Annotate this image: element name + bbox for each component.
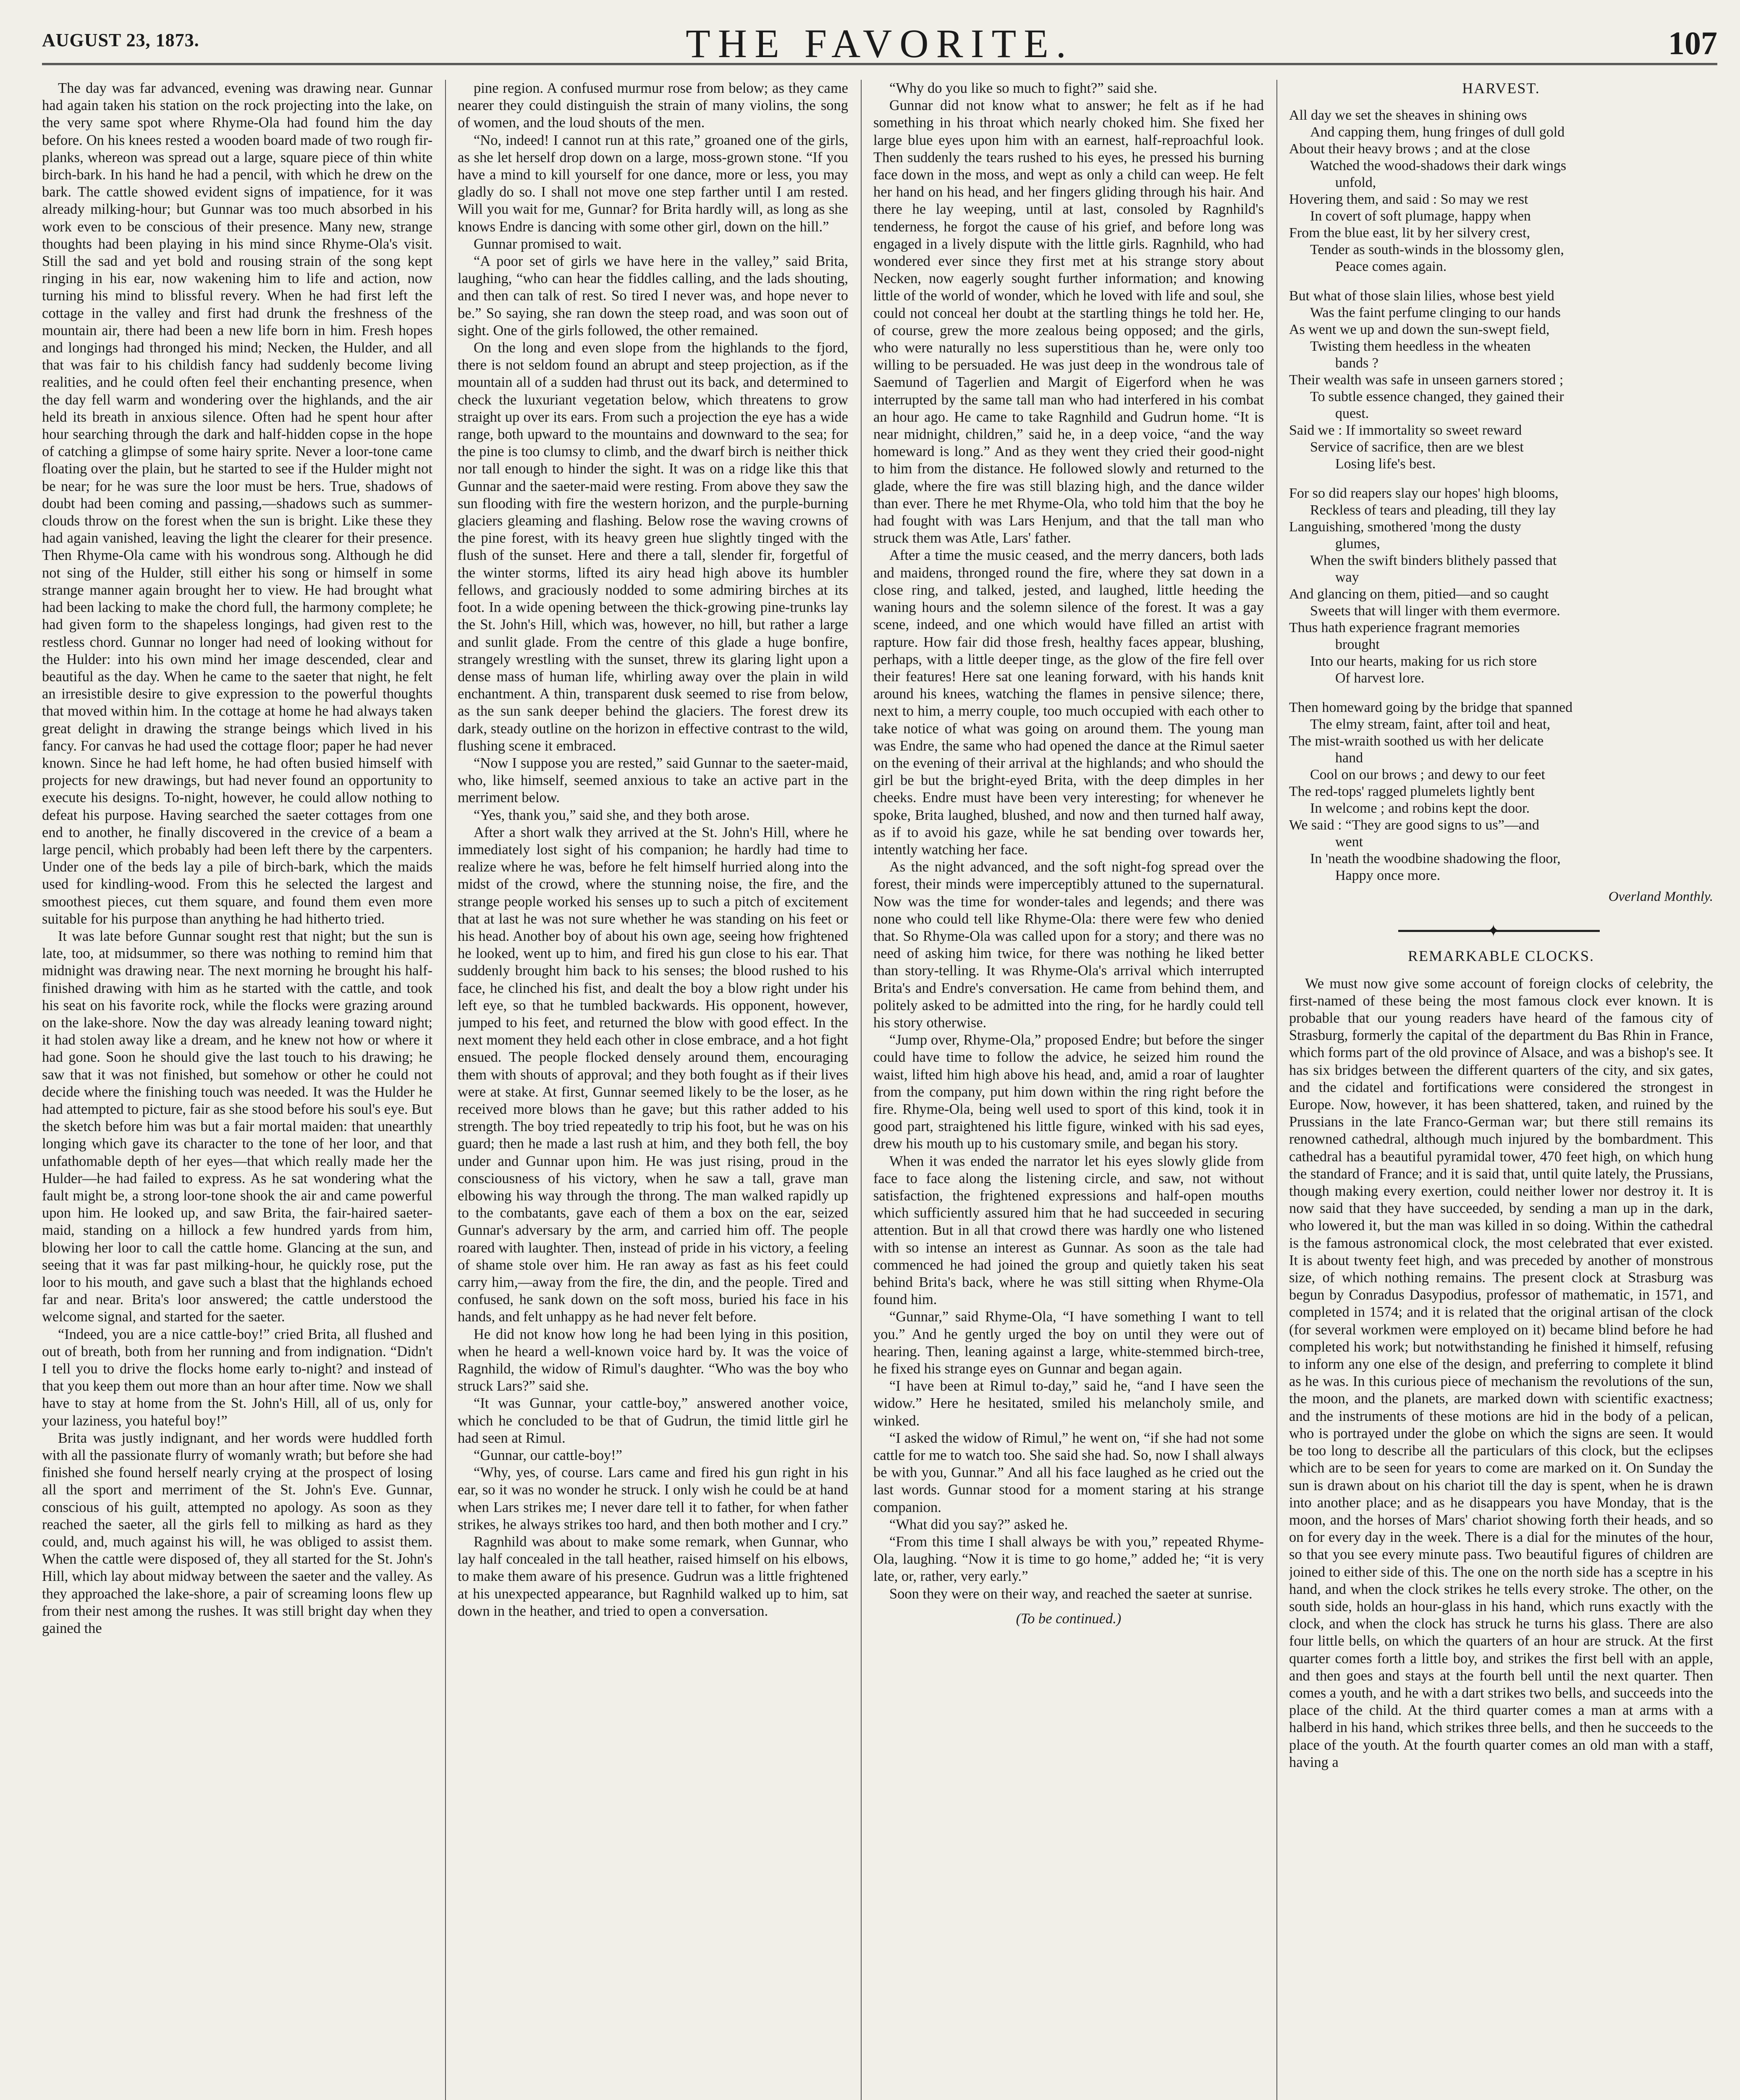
paragraph: “Why, yes, of course. Lars came and fired his gun right in his ear, so it was no wonder he struck. I only wish he could be at hand when Lars strikes me; I never dare tell it to father, for when father strikes, he always strikes too hard, and then both mother and I cry.” xyxy=(458,1465,848,1533)
poem-line: Watched the wood-shadows their dark wings xyxy=(1310,158,1567,174)
poem-line: Tender as south-winds in the blossomy glen, xyxy=(1310,242,1564,258)
column-rule xyxy=(445,80,446,2100)
paragraph: As the night advanced, and the soft night-fog spread over the forest, their minds were imperceptibly attuned to the supernatural. Now was the time for wonder-tales and legends; and there was none who could tell like Rhyme-Ola: there were few who denied that. So Rhyme-Ola was called upon for a story; and there was no need of asking him twice, for there was nothing he liked better than story-telling. It was Rhyme-Ola's arrival which interrupted Brita's and Endre's conversation. He came from behind them, and politely asked to be admitted into the ring, for he hardly could tell his story otherwise. xyxy=(873,859,1264,1031)
poem-line: Sweets that will linger with them evermore. xyxy=(1310,603,1560,619)
poem-line: In covert of soft plumage, happy when xyxy=(1310,208,1531,224)
poem-line: To subtle essence changed, they gained their xyxy=(1310,389,1564,405)
poem-line: In 'neath the woodbine shadowing the floor, xyxy=(1310,851,1561,867)
poem-body xyxy=(1289,107,1713,884)
paragraph: He did not know how long he had been lying in this position, when he heard a well-known voice hard by. It was the voice of Ragnhild, the widow of Rimul's daughter. “Who was the boy who struck Lars?” said she. xyxy=(458,1326,848,1394)
page-number: 107 xyxy=(1668,25,1717,61)
paragraph: After a time the music ceased, and the merry dancers, both lads and maidens, thronged round the fire, where they sat down in a close ring, and talked, jested, and laughed, little heeding the waning hours and the solemn silence of the forest. It was a gay scene, indeed, and one which would have filled an artist with rapture. How fair did those fresh, healthy faces appear, blushing, perhaps, with a little deeper tinge, as the glow of the fire fell over their features! Here sat one leaning forward, with his hands knit around his knees, watching the flames in pensive silence; there, next to him, a merry couple, too much occupied with each other to take notice of what was going on around them. The young man was Endre, the same who had opened the dance at the Rimul saeter on the evening of their arrival at the highlands; and who should the girl be but the bright-eyed Brita, with the deep dimples in her cheeks. Endre must have been very interesting; for whenever he spoke, Brita laughed, blushed, and now and then turned half away, as if to avoid his gaze, while he sat bending over towards her, intently watching her face. xyxy=(873,547,1264,858)
paragraph: “From this time I shall always be with you,” repeated Rhyme-Ola, laughing. “Now it is time to go home,” added he; “it is very late, or, rather, very early.” xyxy=(873,1534,1264,1585)
poem-line: Then homeward going by the bridge that spanned xyxy=(1289,700,1573,716)
poem-line: Service of sacrifice, then are we blest xyxy=(1310,439,1524,455)
masthead xyxy=(42,17,1717,65)
paragraph: “I have been at Rimul to-day,” said he, “and I have seen the widow.” Here he hesitated, smiled his melancholy smile, and winked. xyxy=(873,1378,1264,1429)
poem-line: Said we : If immortality so sweet reward xyxy=(1289,423,1522,438)
paragraph: “Gunnar,” said Rhyme-Ola, “I have something I want to tell you.” And he gently urged the boy on until they were out of hearing. Then, leaning against a large, white-stemmed birch-tree, he fixed his strange eyes on Gunnar and began again. xyxy=(873,1309,1264,1377)
newspaper-title: THE FAVORITE. xyxy=(686,21,1074,66)
article-title: REMARKABLE CLOCKS. xyxy=(1407,948,1595,965)
paragraph: It was late before Gunnar sought rest that night; but the sun is late, too, at midsummer, so there was nothing to remind him that midnight was drawing near. The next morning he brought his half-finished drawing with him as he started with the cattle, and took his seat on his favorite rock, while the flocks were grazing around on the lake-shore. Now the day was already leaning toward night; it had stolen away like a dream, and he knew not how or where it had gone. Soon he should give the last touch to his drawing; he saw that it was not finished, but somehow or other he could not decide where the finishing touch was needed. It was the Hulder he had attempted to picture, fair as she stood before his soul's eye. But the sketch before him was but a fair mortal maiden: that unearthly longing which gave its character to the tone of her loor, and that unfathomable depth of her eyes—that which really made her the Hulder—he had failed to express. As he sat wondering what the fault might be, a strong loor-tone shook the air and came powerful upon him. He looked up, and saw Brita, the fair-haired saeter-maid, standing on a hillock a few hundred yards from him, blowing her loor to call the cattle home. Glancing at the sun, and seeing that it was far past milking-hour, he quickly rose, put the loor to his mouth, and gave such a blast that the highlands echoed far and near. Brita's loor answered; the cattle understood the welcome signal, and started for the saeter. xyxy=(42,928,432,1325)
poem-line: For so did reapers slay our hopes' high blooms, xyxy=(1289,486,1559,501)
story-column-1 xyxy=(42,80,432,2100)
poem-line: Into our hearts, making for us rich store xyxy=(1310,654,1537,669)
poem-line: And glancing on them, pitied—and so caught xyxy=(1289,586,1549,602)
paragraph: After a short walk they arrived at the St. John's Hill, where he immediately lost sight of his companion; he hardly had time to realize where he was, before he felt himself hurried along into the midst of the crowd, where the stunning noise, the fire, and the strange people worked his senses up to such a pitch of excitement that at last he was not sure whether he was standing on his feet or his head. Another boy of about his own age, seeing how frightened he looked, went up to him, and fired his gun close to his ear. That suddenly brought him back to his senses; the blood rushed to his face, he clinched his fist, and dealt the boy a blow right under his left eye, so that he tumbled backwards. His opponent, however, jumped to his feet, and returned the blow with good effect. In the next moment they held each other in close embrace, and a hot fight ensued. The people flocked densely around them, encouraging them with shouts of approval; and they both fought as if their lives were at stake. At first, Gunnar seemed likely to be the loser, as he received more blows than he gave; but this rather added to his strength. The boy tried repeatedly to trip his foot, but he was on his guard; then he made a last rush at him, and they both fell, the boy under and Gunnar upon him. He was just rising, proud in the consciousness of his victory, when he saw a tall, grave man elbowing his way through the throng. The man walked rapidly up to the combatants, gave each of them a box on the ear, seized Gunnar's adversary by the arm, and carried him off. The people roared with laughter. Then, instead of pride in his victory, a feeling of shame stole over him. He ran away as fast as his feet could carry him,—away from the fire, the din, and the people. Tired and confused, he sank down on the soft moss, buried his face in his hands, and felt unhappy as he had never felt before. xyxy=(458,824,848,1325)
poem-line: About their heavy brows ; and at the close xyxy=(1289,141,1530,157)
paragraph: Gunnar did not know what to answer; he felt as if he had something in his throat which nearly choked him. She fixed her large blue eyes upon him with an earnest, half-reproachful look. Then suddenly the tears rushed to his eyes, he pressed his burning face down in the moss, and wept as only a child can weep. He felt her hand on his head, and her fingers gliding through his hair. And there he lay weeping, until at last, consoled by Ragnhild's tenderness, he forgot the cause of his grief, and before long was engaged in a lively dispute with the little girls. Ragnhild, who had wondered ever since they first met at his strange story about Necken, now eagerly sought further information; and knowing little of the world of wonder, which he loved with life and soul, she could not conceal her doubt at the startling things he told her. He, of course, grew the more zealous being opposed; and the girls, who were naturally no less superstitious than he, were only too willing to be persuaded. He was just deep in the wondrous tale of Saemund of Tagerlien and Margit of Eigerford when he was interrupted by the same tall man who had interfered in his combat an hour ago. He came to take Ragnhild and Gudrun home. “It is near midnight, children,” said he, in a deep voice, “and the way homeward is long.” And as they went they cried their good-night to him from the distance. He followed slowly and returned to the glade, where the fire was still blazing high, and the dance wilder than ever. There he met Rhyme-Ola, who told him that the boy he had fought with was Lars Henjum, and that the tall man who struck them was Atle, Lars' father. xyxy=(873,97,1264,546)
poem-line: quest. xyxy=(1335,406,1369,422)
paragraph: “Why do you like so much to fight?” said she. xyxy=(889,80,1158,96)
poem-line: Reckless of tears and pleading, till they lay xyxy=(1310,502,1556,518)
paragraph: When it was ended the narrator let his eyes slowly glide from face to face along the listening circle, and saw, not without satisfaction, the frightened expressions and half-open mouths which sufficiently assured him that he had succeeded in securing attention. But in all that crowd there was hardly one who listened with so intense an interest as Gunnar. As soon as the tale had commenced he had joined the group and quietly taken his seat behind Brita's back, where he was still sitting when Rhyme-Ola found him. xyxy=(873,1153,1264,1308)
issue-date: AUGUST 23, 1873. xyxy=(42,30,199,50)
paragraph: pine region. A confused murmur rose from below; as they came nearer they could distinguish the strain of many violins, the song of women, and the loud shouts of the men. xyxy=(458,80,848,131)
paragraph: “A poor set of girls we have here in the valley,” said Brita, laughing, “who can hear the fiddles calling, and the lads shouting, and then can talk of rest. So tired I never was, and hope never to be.” So saying, she ran down the steep road, and was soon out of sight. One of the girls followed, the other remained. xyxy=(458,253,848,339)
paragraph: Ragnhild was about to make some remark, when Gunnar, who lay half concealed in the tall heather, raised himself on his elbows, to make them aware of his presence. Gudrun was a little frightened at his unexpected appearance, but Ragnhild walked up to him, sat down in the heather, and tried to open a conversation. xyxy=(458,1534,848,1619)
to-be-continued: (To be continued.) xyxy=(1016,1610,1122,1627)
poem-line: bands ? xyxy=(1335,355,1378,371)
poem-line: We said : “They are good signs to us”—and xyxy=(1289,817,1539,833)
paragraph: We must now give some account of foreign clocks of celebrity, the first-named of these being the most famous clock ever known. It is probable that our young readers have heard of the famous city of Strasburg, formerly the capital of the department du Bas Rhin in France, which forms part of the old province of Alsace, and was a bishop's see. It has six bridges between the different quarters of the city, and six gates, and the cidatel and fortifications were considered the strongest in Europe. Now, however, it has been shattered, taken, and ruined by the Prussians in the late Franco-German war; but there still remains its renowned cathedral, although much injured by the bombardment. This cathedral has a beautiful pyramidal tower, 470 feet high, on which hung the standard of France; and it is said that, until quite lately, the Prussians, though making every exertion, could neither lower nor destroy it. It is now said that they have succeeded, by sending a man up in the dark, who lowered it, but the man was killed in so doing. Within the cathedral is the famous astronomical clock, the most celebrated that ever existed. It is about twenty feet high, and was preceded by another of monstrous size, of which nothing remains. The present clock at Strasburg was begun by Conradus Dasypodius, professor of mathematic, in 1571, and completed in 1574; and it is related that the original artisan of the clock (for several workmen were employed on it) became blind before he had completed his work; but notwithstanding he finished it himself, refusing to inform any one else of the design, and preferring to complete it blind as he was. In this curious piece of mechanism the revolutions of the sun, the moon, and the planets, are marked down with scientific exactness; and the instruments of these motions are hid in the body of a pelican, who is portrayed under the globe on which the signs are seen. It would be too long to describe all the particulars of this clock, but the eclipses which are to be seen for years to come are marked on it. On Sunday the sun is drawn about on his chariot till the day is spent, when he is drawn into another place; and as he disappears you have Monday, that is the moon, and the horses of Mars' chariot showing forth their heads, and so on for every day in the week. There is a dial for the minutes of the hour, so that you see every minute pass. Two beautiful figures of children are joined to either side of this. The one on the north side has a sceptre in his hand, and when the clock strikes he tells every stroke. The other, on the south side, holds an hour-glass in his hand, which runs exactly with the clock, and when the clock has struck he turns his glass. There are also four little bells, on which the quarters of an hour are struck. At the first quarter comes forth a little boy, and strikes the first bell with an apple, and then goes and stays at the fourth bell until the next quarter. Then comes a youth, and he with a dart strikes two bells, and succeeds into the place of the child. At the third quarter comes a man at arms with a halberd in his hand, which strikes three bells, and then he succeeds to the place of the youth. At the fourth quarter comes an old man with a staff, having a xyxy=(1289,975,1713,1770)
stanza-break xyxy=(1289,275,1713,288)
paragraph: On the long and even slope from the highlands to the fjord, there is not seldom found an abrupt and steep projection, as if the mountain all of a sudden had thrust out its back, and determined to check the luxuriant vegetation below, which threatens to grow straight up over its ears. From such a projection the eye has a wide range, both upward to the mountains and downward to the sea; for the pine is too clumsy to climb, and the dwarf birch is neither thick nor tall enough to hinder the sight. It was on a ridge like this that Gunnar and the saeter-maid were resting. From above they saw the sun flooding with fire the western horizon, and the purple-burning glaciers gleaming and flashing. Below rose the waving crowns of the pine forest, with its heavy green hue slightly tinged with the flush of the sunset. Here and there a tall, slender fir, forgetful of the winter storms, lifted its airy head high above its humbler fellows, and graciously nodded to some admiring birches at its foot. In a wide opening between the thick-growing pine-trunks lay the St. John's Hill, which was, however, no hill, but rather a large and sunlit glade. From the centre of this glade a huge bonfire, strangely wrestling with the sunset, threw its glaring light upon a dense mass of human life, whirling away over the plain in wild enchantment. A thin, transparent dusk seemed to rise from below, as the sun sank deeper behind the glaciers. The forest drew its dark, steady outline on the horizon in effective contrast to the wild, flushing scene it embraced. xyxy=(458,340,848,754)
poem-line: Languishing, smothered 'mong the dusty xyxy=(1289,519,1521,535)
story-column-2 xyxy=(458,80,848,2100)
poem-line: When the swift binders blithely passed that xyxy=(1310,553,1557,569)
paragraph: The day was far advanced, evening was drawing near. Gunnar had again taken his station on the rock projecting into the lake, on the very same spot where Rhyme-Ola had found him the day before. On his knees rested a wooden board made of two rough fir-planks, whereon was spread out a large, square piece of thin white birch-bark. In his hand he had a pencil, with which he drew on the bark. The cattle showed evident signs of impatience, for it was already milking-hour; but Gunnar was too much absorbed in his work even to be conscious of their presence. Many new, strange thoughts had been playing in his mind since Rhyme-Ola's visit. Still the sad and yet bold and rousing strain of the song kept ringing in his ear, now wakening him to life and action, now turning his mind to blissful revery. When he had first left the cottage in the valley and first had drunk the freshness of the mountain air, there had been a new life born in him. Fresh hopes and longings had thronged his mind; Necken, the Hulder, and all that was fair to his childish fancy had suddenly become living realities, and he could often feel their enchanting presence, when the day fell warm and wondering over the highlands, and the air held its breath in anxious silence. Often had he spent hour after hour searching through the dark and half-hidden copse in the hope of catching a glimpse of some hairy sprite. Never a loor-tone came floating over the plain, but he started to see if the Hulder might not be near; for he was sure the loor must be hers. True, shadows of doubt had been coming and passing,—shadows such as summer-clouds throw on the forest when the sun is bright. Like these they had again vanished, leaving the light the clearer for their presence. Then Rhyme-Ola came with his wondrous song. Although he did not sing of the Hulder, still either his song or himself in some strange manner again brought her to view. He had brought what had been lacking to make the chord full, the harmony complete; he had given form to the shapeless longings, had given rest to the restless chord. Gunnar no longer had need of looking without for the Hulder: into his own mind her image descended, clear and beautiful as the day. When he came to the saeter that night, he felt an irresistible desire to give expression to the powerful thoughts that moved within him. In the cottage at home he had always taken great delight in drawing the strange beings which lived in his fancy. For canvas he had used the cottage floor; paper he had never known. Since he had left home, he had often busied himself with projects for new drawings, but had never found an opportunity to execute his designs. To-night, however, he could allow nothing to defeat his purpose. Having searched the saeter cottages from one end to another, he finally discovered in the crevice of a beam a large pencil, which probably had been left there by the carpenters. Under one of the beds lay a pile of birch-bark, which the maids used for kindling-wood. From this he selected the largest and smoothest pieces, cut them square, and found them even more suitable for his purpose than anything he had hitherto tried. xyxy=(42,80,432,927)
poem-line: Was the faint perfume clinging to our hands xyxy=(1310,305,1561,321)
poem-line: Losing life's best. xyxy=(1335,456,1436,472)
paragraph: “No, indeed! I cannot run at this rate,” groaned one of the girls, as she let herself drop down on a large, moss-grown stone. “If you have a mind to kill yourself for one dance, more or less, you may gladly do so. I shall not move one step farther until I am rested. Will you wait for me, Gunnar? for Brita hardly will, as long as she knows Endre is dancing with some other girl, down on the hill.” xyxy=(458,132,848,235)
poem-line: glumes, xyxy=(1335,536,1380,552)
poem-line: As went we up and down the sun-swept field, xyxy=(1289,322,1550,338)
poem-line: But what of those slain lilies, whose best yield xyxy=(1289,288,1554,304)
poem-line: Peace comes again. xyxy=(1335,259,1447,275)
poem-line: went xyxy=(1335,834,1363,850)
poem-line: All day we set the sheaves in shining ows xyxy=(1289,108,1527,123)
paragraph: “Jump over, Rhyme-Ola,” proposed Endre; but before the singer could have time to follow the advice, he seized him round the waist, lifted him high above his head, and, amid a roar of laughter from the company, put him down within the ring right before the fire. Rhyme-Ola, being well used to sport of this kind, took it in good part, straightened his little figure, winked with his sad eyes, drew his mouth up to his customary smile, and began his story. xyxy=(873,1032,1264,1152)
story-column-3 xyxy=(873,80,1264,2100)
poem-line: Thus hath experience fragrant memories xyxy=(1289,620,1520,636)
paragraph: “Indeed, you are a nice cattle-boy!” cried Brita, all flushed and out of breath, both from her running and from indignation. “Didn't I tell you to drive the flocks home early to-night? and instead of that you keep them out more than an hour after time. Now we shall have to stay at home from the St. John's Hill, all of us, only for your laziness, you hateful boy!” xyxy=(42,1326,432,1429)
poem-line: Twisting them heedless in the wheaten xyxy=(1310,339,1531,354)
paragraph: “It was Gunnar, your cattle-boy,” answered another voice, which he concluded to be that of Gudrun, the timid little girl he had seen at Rimul. xyxy=(458,1395,848,1446)
poem-title: HARVEST. xyxy=(1462,80,1540,97)
poem-line: hand xyxy=(1335,750,1363,766)
paragraph: “Now I suppose you are rested,” said Gunnar to the saeter-maid, who, like himself, seemed anxious to take an active part in the merriment below. xyxy=(458,755,848,806)
poem-line: From the blue east, lit by her silvery crest, xyxy=(1289,225,1530,241)
poem-line: And capping them, hung fringes of dull gold xyxy=(1310,124,1565,140)
paragraph: “Gunnar, our cattle-boy!” xyxy=(474,1447,622,1464)
paragraph: Gunnar promised to wait. xyxy=(474,236,622,252)
poem-line: unfold, xyxy=(1335,175,1376,191)
poem-line: brought xyxy=(1335,637,1380,653)
poem-line: way xyxy=(1335,570,1359,585)
poem-line: Cool on our brows ; and dewy to our feet xyxy=(1310,767,1545,783)
poem-line: In welcome ; and robins kept the door. xyxy=(1310,801,1530,816)
poem-line: Happy once more. xyxy=(1335,868,1441,884)
poem-line: Hovering them, and said : So may we rest xyxy=(1289,192,1528,207)
column-rule xyxy=(861,80,862,2100)
column-rule xyxy=(1276,80,1277,2100)
stanza-break xyxy=(1289,472,1713,485)
paragraph: “What did you say?” asked he. xyxy=(889,1516,1068,1533)
poem-line: The elmy stream, faint, after toil and heat, xyxy=(1310,717,1551,732)
poem-line: Their wealth was safe in unseen garners stored ; xyxy=(1289,372,1564,388)
section-divider xyxy=(1289,918,1713,943)
poem-line: Of harvest lore. xyxy=(1335,670,1425,686)
paragraph: “I asked the widow of Rimul,” he went on, “if she had not some cattle for me to watch too. She said she had. So, now I shall always be with you, Gunnar.” And all his face laughed as he cried out the last words. Gunnar stood for a moment staring at his strange companion. xyxy=(873,1430,1264,1515)
paragraph: Soon they were on their way, and reached the saeter at sunrise. xyxy=(889,1586,1253,1602)
paragraph: Brita was justly indignant, and her words were huddled forth with all the passionate flurry of womanly wrath; but before she had finished she found herself nearly crying at the prospect of losing all the sport and merriment of the St. John's Eve. Gunnar, conscious of his guilt, attempted no apology. As soon as they reached the saeter, all the girls fell to milking as hard as they could, and, much against his will, he was obliged to assist them. When the cattle were disposed of, they all started for the St. John's Hill, which lay about midway between the saeter and the valley. As they approached the lake-shore, a pair of screaming loons flew up from their nest among the rushes. It was still bright day when they gained the xyxy=(42,1430,432,1637)
poem-line: The red-tops' ragged plumelets lightly bent xyxy=(1289,784,1535,800)
stanza-break xyxy=(1289,687,1713,699)
story-column-3-body xyxy=(873,80,1264,1603)
poem-line: The mist-wraith soothed us with her delicate xyxy=(1289,733,1544,749)
sidebar-column xyxy=(1289,80,1713,2100)
article-body xyxy=(1289,975,1713,1771)
divider-ornament-icon: ✦ xyxy=(1486,921,1501,941)
poem-attribution: Overland Monthly. xyxy=(1608,889,1713,905)
paragraph: “Yes, thank you,” said she, and they both arose. xyxy=(474,807,750,823)
